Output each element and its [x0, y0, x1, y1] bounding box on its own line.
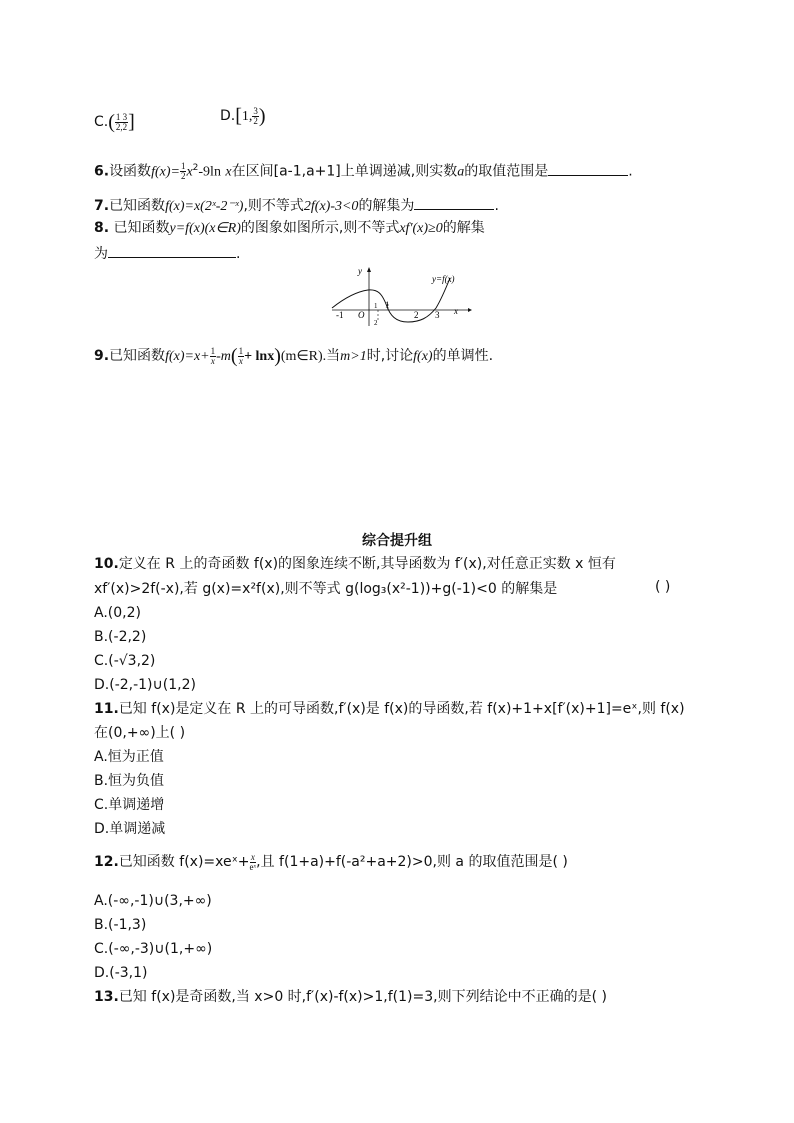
question-10: 10.定义在 R 上的奇函数 f(x)的图象连续不断,其导函数为 f′(x),对任意正实数 x 恒有: [94, 556, 616, 572]
option-d: D.(-2,-1)∪(1,2): [94, 677, 196, 693]
q5-option-c: C.( $\frac{1 3}{2,2}$ ]: [94, 111, 135, 133]
axis-label-y: y: [358, 266, 362, 276]
question-8-line2: 为 .: [94, 243, 240, 264]
answer-blank[interactable]: [414, 195, 494, 210]
q5-option-d: D.[1, $\frac{3}{2}$ ): [220, 105, 266, 127]
question-10-line2: xf′(x)>2f(-x),若 g(x)=x²f(x),则不等式 g(log₃(x²-1))+g(-1)<0 的解集是: [94, 581, 558, 597]
function-graph: [328, 264, 474, 330]
option-a: A.(-∞,-1)∪(3,+∞): [94, 893, 212, 909]
option-b: B.恒为负值: [94, 773, 165, 789]
tick-label: 1: [374, 302, 378, 310]
tick-label: -1: [336, 310, 344, 320]
answer-blank[interactable]: [108, 243, 236, 258]
tick-label: 1: [385, 300, 390, 310]
axis-label-x: x: [454, 306, 458, 316]
option-d: D.(-3,1): [94, 965, 148, 981]
option-c: C.(-√3,2): [94, 653, 156, 669]
question-11: 11.已知 f(x)是定义在 R 上的可导函数,f′(x)是 f(x)的导函数,若 f(x)+1+x[f′(x)+1]=eˣ,则 f(x): [94, 701, 685, 717]
tick-label: 3: [435, 310, 440, 320]
answer-paren[interactable]: ( ): [655, 579, 671, 595]
section-heading: 综合提升组: [362, 533, 432, 549]
curve-label: y=f(x): [432, 274, 455, 284]
question-13: 13.已知 f(x)是奇函数,当 x>0 时,f′(x)-f(x)>1,f(1)=3,则下列结论中不正确的是( ): [94, 989, 607, 1005]
answer-blank[interactable]: [548, 161, 628, 176]
tick-label: 2: [374, 319, 378, 327]
option-a: A.(0,2): [94, 605, 141, 621]
question-6: 6.设函数f(x)= $\frac{1}{2}$ $x^2-9\ln$ x在区间[a-1,a+1]上单调递减,则实数a的取值范围是 .: [94, 161, 633, 182]
tick-label: 2: [414, 310, 419, 320]
question-7: 7.已知函数f(x)=x(2ˣ-2⁻ˣ),则不等式2f(x)-3<0的解集为 .: [94, 195, 499, 217]
option-c: C.(-∞,-3)∪(1,+∞): [94, 941, 213, 957]
option-c: C.单调递增: [94, 797, 165, 813]
option-a: A.恒为正值: [94, 749, 164, 765]
tick-label: O: [358, 310, 365, 320]
question-12: 12.已知函数 f(x)=xeˣ+ $\frac{x}{\text{eˣ}}$ ,且 f(1+a)+f(-a²+a+2)>0,则 a 的取值范围是( ): [94, 851, 568, 872]
question-8: 8. 已知函数y=f(x)(x∈R)的图象如图所示,则不等式xf′(x)≥0的解集: [94, 220, 485, 236]
question-11-line2: 在(0,+∞)上( ): [94, 725, 186, 741]
question-9: 9.已知函数f(x)=x+ $\frac{1}{x}$ -m( $\frac{1}{x}$ + lnx)(m∈R).当m>1时,讨论f(x)的单调性.: [94, 345, 494, 367]
option-d: D.单调递减: [94, 821, 166, 837]
option-b: B.(-2,2): [94, 629, 147, 645]
option-b: B.(-1,3): [94, 917, 147, 933]
